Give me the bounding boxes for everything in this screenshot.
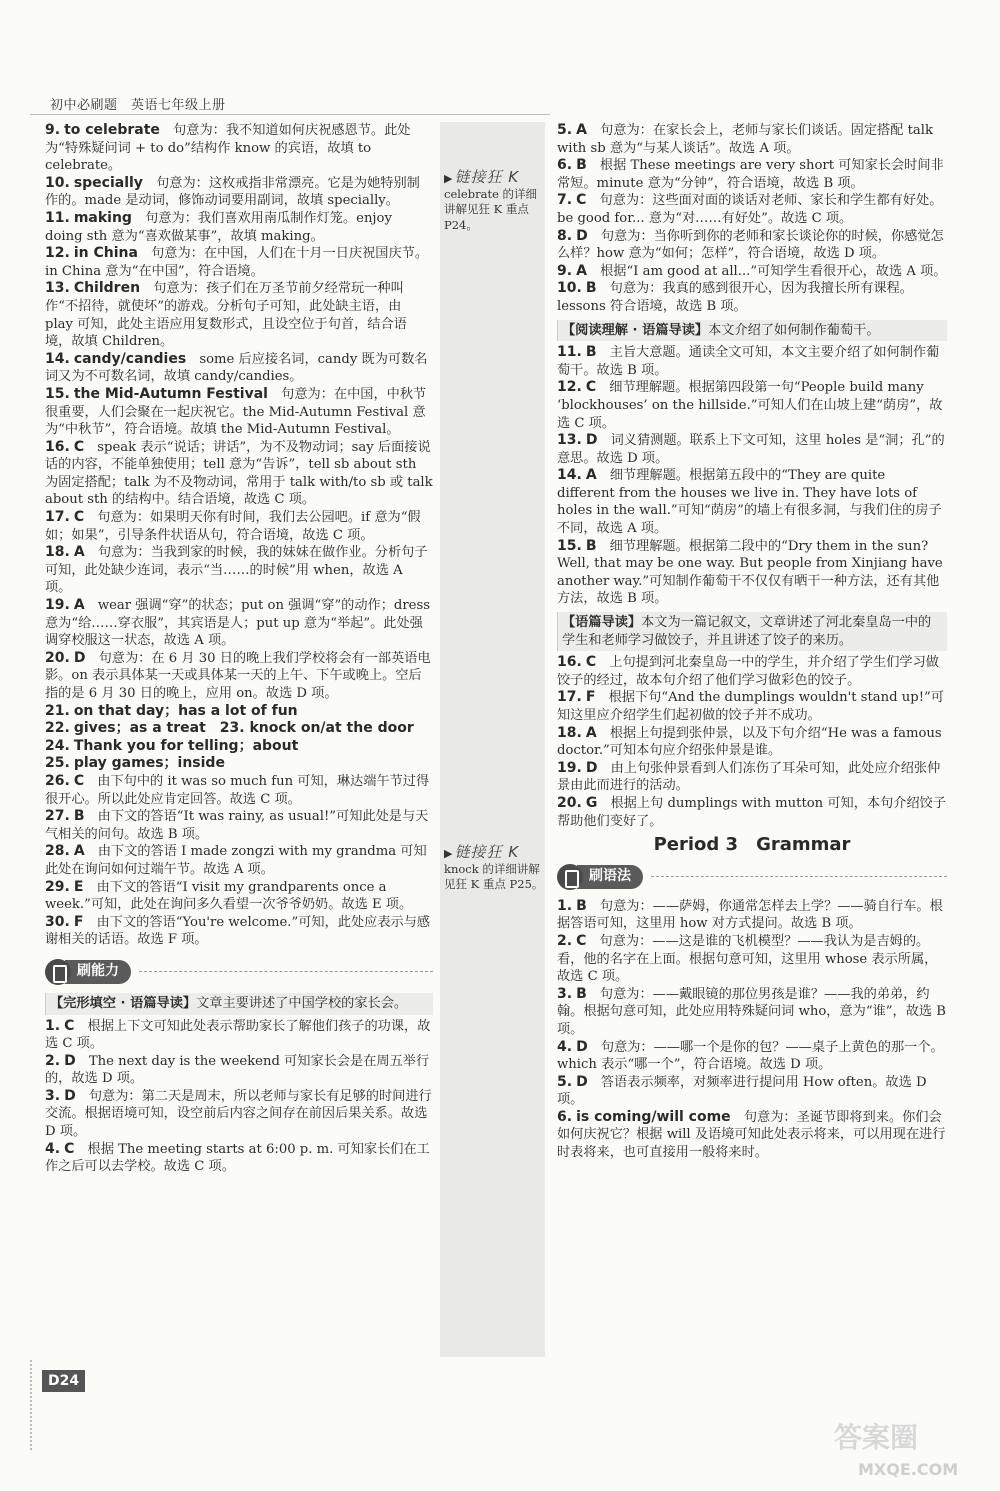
item-answer: B (585, 344, 597, 361)
item-number: 18. (45, 544, 70, 561)
item-explanation: 根据上下文可知此处表示帮助家长了解他们孩子的功课，故选 C 项。 (45, 1018, 431, 1052)
item-number: 16. (45, 438, 70, 455)
item-answer: D (64, 1052, 76, 1069)
item-number: 17. (45, 509, 70, 526)
item-explanation: 根据 The meeting starts at 6:00 p. m. 可知家长们在工作之后可以去学校。故选 C 项。 (45, 1141, 430, 1175)
item-explanation: 句意为：这些面对面的谈话对老师、家长和学生都有好处。be good for... 意为“对……有好处”。故选 C 项。 (557, 193, 943, 226)
item-number: 9. (45, 122, 61, 138)
item-explanation: 根据下句“And the dumplings wouldn't stand up!”可知这里应介绍学生们起初做的饺子并不成功。 (557, 690, 944, 723)
badge-divider (139, 971, 433, 972)
item-number: 4. (557, 1038, 573, 1055)
badge-label: 刷语法 (577, 865, 643, 889)
item-answer: C (73, 509, 85, 526)
answer-item (557, 725, 947, 760)
answer-item (557, 344, 947, 379)
answer-item (45, 703, 433, 721)
answer-item (45, 280, 433, 350)
item-explanation: 句意为：这枚戒指非常漂亮。它是为她特别制作的。made 是动词，修饰动词要用副词，故填 specially。 (45, 175, 420, 209)
item-explanation: 由下文的答语“I visit my grandparents once a week.”可知，此处在询问多久看望一次爷爷奶奶。故选 E 项。 (45, 879, 413, 913)
item-explanation: 根据 These meetings are very short 可知家长会时间非常短。minute 意为“分钟”，符合语境，故选 B 项。 (557, 158, 944, 191)
item-number: 12. (557, 379, 582, 396)
item-answer: C (73, 438, 85, 455)
item-number: 29. (45, 878, 70, 895)
sidebar-strip (440, 122, 545, 1357)
item-number: 5. (557, 1073, 573, 1090)
item-number: 22. (45, 720, 70, 737)
watermark-logo: 答案圈 (834, 1421, 919, 1454)
item-answer: D (585, 759, 598, 776)
answer-item (45, 738, 433, 756)
answer-item (557, 122, 947, 157)
item-number: 6. (557, 1108, 573, 1125)
item-number: 20. (557, 794, 582, 811)
answer-item (45, 544, 433, 597)
side-note-2 (444, 845, 548, 893)
item-number: 24. (45, 737, 70, 754)
answer-item (45, 755, 433, 773)
side-note-title: 链接狂 K (454, 843, 520, 861)
item-answer: B (576, 985, 587, 1002)
item-explanation: 答语表示频率，对频率进行提问用 How often。故选 D 项。 (557, 1074, 927, 1108)
item-number: 27. (45, 808, 70, 825)
item-answer: the Mid-Autumn Festival (73, 385, 268, 402)
item-answer: Thank you for telling；about (73, 737, 299, 754)
answer-item (557, 1074, 947, 1109)
item-answer: on that day；has a lot of fun (73, 702, 298, 719)
answer-item (557, 1109, 947, 1162)
item-explanation: 由下文的答语“You're welcome.”可知，此处应表示与感谢相关的话语。故选 F 项。 (45, 914, 431, 948)
item-number: 14. (557, 467, 582, 484)
item-explanation: 句意为：我不知道如何庆祝感恩节。此处为“特殊疑问词 + to do”结构作 know 的宾语，故填 to celebrate。 (45, 123, 411, 174)
item-answer: gives；as a treat 23. knock on/at the door (73, 720, 414, 737)
item-answer: candy/candies (73, 350, 187, 367)
answer-item (45, 245, 433, 280)
answer-item (45, 879, 433, 914)
side-note-text: knock 的详细讲解见狂 K 重点 P25。 (444, 861, 544, 891)
answer-item (45, 386, 433, 439)
item-answer: is coming/will come (576, 1108, 731, 1125)
answer-item (557, 986, 947, 1039)
item-number: 26. (45, 772, 70, 789)
right-column (557, 122, 947, 1162)
answer-item (45, 210, 433, 245)
item-answer: B (73, 808, 85, 825)
answer-item (557, 280, 947, 315)
item-explanation: speak 表示“说话；讲话”，为不及物动词；say 后面接说话的内容，不能单独使用；tell 意为“告诉”，tell sb about sth 为固定搭配；talk 为不及物动词，常用于 talk with/to sb 或 talk about sth 的结构中。结合语境，故选 C 项。 (45, 439, 433, 508)
item-answer: Children (73, 280, 141, 297)
section-tag: 【语篇导读】 (562, 615, 642, 631)
item-explanation: 细节理解题。根据第四段第一句“People build many ‘blockhouses’ on the hillside.”可知人们在山坡上建“荫房”，故选 C 项。 (557, 380, 943, 431)
section-text: 本文为一篇记叙文，文章讲述了河北秦皇岛一中的学生和老师学习做饺子，并且讲述了饺子的来历。 (562, 615, 932, 648)
header-rule (30, 114, 550, 115)
item-answer: C (64, 1140, 75, 1157)
section-text: 本文介绍了如何制作葡萄干。 (708, 322, 880, 338)
item-explanation: 由下句中的 it was so much fun 可知，琳达端午节过得很开心。所以此处应肯定回答。故选 C 项。 (45, 773, 430, 807)
answer-item (557, 228, 947, 263)
answer-item (45, 720, 433, 738)
item-explanation: 词义猜测题。联系上下文可知，这里 holes 是“洞；孔”的意思。故选 D 项。 (557, 433, 945, 466)
item-explanation: 句意为：如果明天你有时间，我们去公园吧。if 意为“假如；如果”，引导条件状语从句，符合语境，故选 C 项。 (45, 510, 421, 543)
answer-item (45, 914, 433, 949)
item-answer: D (585, 432, 598, 449)
item-number: 28. (45, 843, 70, 860)
item-answer: A (73, 843, 85, 860)
side-note-1 (444, 170, 548, 233)
answer-item (45, 122, 433, 175)
answer-item (45, 773, 433, 808)
answer-item (557, 192, 947, 227)
item-number: 13. (557, 432, 582, 449)
cloze-intro (45, 993, 433, 1015)
answer-item (557, 432, 947, 467)
item-number: 2. (45, 1052, 61, 1069)
item-number: 11. (45, 209, 70, 226)
item-number: 6. (557, 157, 573, 174)
section-tag: 【完形填空 · 语篇导读】 (50, 995, 197, 1011)
item-answer: E (73, 878, 84, 895)
arrow-icon: ▶ (444, 847, 453, 860)
ability-badge (45, 959, 433, 985)
page-header: 初中必刷题 英语七年级上册 (50, 98, 226, 113)
item-answer: in China (73, 245, 138, 262)
item-number: 1. (557, 897, 573, 914)
answer-list (45, 122, 433, 949)
item-answer: specially (73, 174, 143, 191)
book-icon (45, 959, 71, 985)
grammar-badge (557, 864, 947, 890)
answer-list (557, 898, 947, 1162)
item-number: 4. (45, 1140, 61, 1157)
section-tag: 【阅读理解 · 语篇导读】 (562, 322, 709, 338)
item-explanation: 根据“I am good at all...”可知学生看很开心，故选 A 项。 (586, 263, 947, 279)
item-answer: play games；inside (73, 755, 225, 772)
side-note-title: 链接狂 K (454, 168, 520, 186)
item-explanation: 句意为：我真的感到很开心，因为我擅长所有课程。lessons 符合语境，故选 B 项。 (557, 281, 913, 314)
item-explanation: 细节理解题。根据第五段中的“They are quite different from the houses we live in. They have lots of holes in the wall.”可知“荫房”的墙上有很多洞，与我们住的房子不同，故选 A 项。 (557, 468, 942, 537)
item-explanation: The next day is the weekend 可知家长会是在周五举行的，故选 D 项。 (45, 1053, 430, 1087)
item-number: 17. (557, 689, 582, 706)
item-number: 15. (45, 385, 70, 402)
answer-item (45, 1018, 433, 1053)
item-explanation: 句意为：在中国，中秋节很重要，人们会聚在一起庆祝它。the Mid-Autumn Festival 意为“中秋节”，符合语境。故填 the Mid-Autumn Festival。 (45, 386, 427, 438)
item-explanation: 句意为：孩子们在万圣节前夕经常玩一种叫作“不招待，就使坏”的游戏。分析句子可知，此处缺主语，由 play 可知，此处主语应用复数形式，且设空位于句首，结合语境，故填 Children。 (45, 281, 407, 350)
answer-item (45, 509, 433, 544)
item-number: 10. (45, 174, 70, 191)
item-number: 14. (45, 350, 70, 367)
answer-item (557, 157, 947, 192)
page-edge-mark (30, 1360, 32, 1450)
item-answer: D (73, 649, 86, 666)
item-explanation: 由上句张仲景看到人们冻伤了耳朵可知，此处应介绍张仲景由此而进行的活动。 (557, 760, 941, 794)
answer-list (557, 122, 947, 316)
answer-item (45, 808, 433, 843)
item-explanation: 句意为：——萨姆，你通常怎样去上学？——骑自行车。根据答语可知，这里用 how 对方式提问。故选 B 项。 (557, 898, 943, 932)
item-explanation: 句意为：圣诞节即将到来。你们会如何庆祝它？根据 will 及语境可知此处表示将来，可以用现在进行时表将来，也可直接用一般将来时。 (557, 1109, 946, 1161)
item-explanation: 句意为：当你听到你的老师和家长谈论你的时候，你感觉怎么样？how 意为“如何；怎样”，符合语境，故选 D 项。 (557, 228, 944, 262)
item-number: 3. (557, 985, 573, 1002)
answer-item (557, 379, 947, 432)
answer-item (45, 175, 433, 210)
answer-item (557, 933, 947, 986)
arrow-icon: ▶ (444, 172, 453, 185)
item-explanation: 句意为：在中国，人们在十月一日庆祝国庆节。in China 意为“在中国”，符合语境。 (45, 246, 429, 279)
answer-item (45, 597, 433, 650)
item-answer: G (585, 794, 598, 811)
item-number: 8. (557, 227, 573, 244)
page-number: D24 (42, 1370, 85, 1392)
answer-item (45, 1088, 433, 1141)
book-icon (557, 864, 583, 890)
item-answer: C (585, 379, 597, 396)
item-answer: A (585, 724, 597, 741)
badge-divider (651, 876, 947, 877)
item-answer: A (585, 467, 597, 484)
item-answer: C (585, 654, 597, 671)
reading-intro (557, 320, 947, 342)
item-answer: F (585, 689, 596, 706)
answer-list (557, 654, 947, 830)
answer-item (45, 1053, 433, 1088)
item-explanation: 细节理解题。根据第二段中的“Dry them in the sun? Well, that may be one way. But people from Xinjiang have another way.”可知制作葡萄干不仅仅有晒干一种方法，还有其他方法，故选 B 项。 (557, 538, 943, 607)
item-explanation: 上句提到河北秦皇岛一中的学生，并介绍了学生们学习做饺子的经过，故本句介绍了他们学习做彩色的饺子。 (557, 655, 939, 688)
answer-list (45, 1018, 433, 1176)
item-answer: B (585, 537, 597, 554)
item-answer: D (64, 1087, 76, 1104)
answer-item (557, 1039, 947, 1074)
item-explanation: 主旨大意题。通读全文可知，本文主要介绍了如何制作葡萄干。故选 B 项。 (557, 345, 940, 378)
item-number: 9. (557, 262, 573, 279)
item-number: 1. (45, 1017, 61, 1034)
item-explanation: 句意为：——戴眼镜的那位男孩是谁？——我的弟弟，约翰。根据句意可知，此处应用特殊疑问词 who，意为“谁”，故选 B 项。 (557, 986, 946, 1037)
item-explanation: 句意为：——哪一个是你的包？——桌子上黄色的那一个。which 表示“哪一个”，符合语境。故选 D 项。 (557, 1039, 944, 1073)
answer-item (45, 843, 433, 878)
item-answer: F (73, 913, 84, 930)
answer-item (45, 351, 433, 386)
item-explanation: 根据上句 dumplings with mutton 可知，本句介绍饺子帮助他们变好了。 (557, 795, 947, 829)
answer-item (557, 263, 947, 281)
item-answer: C (576, 932, 587, 949)
item-number: 10. (557, 280, 582, 297)
item-explanation: 句意为：当我到家的时候，我的妹妹在做作业。分析句子可知，此处缺少连词，表示“当……的时候”用 when，故选 A 项。 (45, 545, 428, 596)
item-answer: D (576, 227, 588, 244)
item-number: 20. (45, 649, 70, 666)
item-explanation: 句意为：——这是谁的飞机模型？——我认为是吉姆的。看，他的名字在上面。根据句意可知，这里用 whose 表示所属，故选 C 项。 (557, 933, 938, 985)
item-explanation: wear 强调“穿”的状态；put on 强调“穿”的动作；dress 意为“给……穿衣服”，其宾语是人；put up 意为“举起”。此处强调穿校服这一状态，故选 A 项。 (45, 598, 431, 649)
item-number: 11. (557, 344, 582, 361)
item-answer: making (73, 209, 132, 226)
item-number: 15. (557, 537, 582, 554)
answer-item (557, 760, 947, 795)
item-number: 16. (557, 654, 582, 671)
item-answer: D (576, 1038, 588, 1055)
left-column (45, 122, 433, 1176)
item-answer: B (576, 897, 587, 914)
item-explanation: 句意为：我们喜欢用南瓜制作灯笼。enjoy doing sth 意为“喜欢做某事”，故填 making。 (45, 210, 392, 244)
answer-item (557, 795, 947, 830)
item-answer: A (73, 544, 85, 561)
item-answer: A (73, 597, 85, 614)
badge-label: 刷能力 (65, 960, 131, 984)
item-explanation: 由下文的答语“It was rainy, as usual!”可知此处是与天气相关的问句。故选 B 项。 (45, 809, 429, 842)
item-number: 30. (45, 913, 70, 930)
answer-item (557, 654, 947, 689)
period-title: Period 3 Grammar (653, 834, 851, 856)
item-answer: A (576, 122, 587, 138)
item-answer: C (64, 1017, 75, 1034)
answer-item (557, 538, 947, 608)
item-number: 2. (557, 932, 573, 949)
item-explanation: 句意为：在 6 月 30 日的晚上我们学校将会有一部英语电影。on 表示具体某一天或具体某一天的上午、下午或晚上。空后指的是 6 月 30 日的晚上，应用 on。故选 D 项。 (45, 650, 431, 701)
item-answer: A (576, 262, 587, 279)
item-number: 19. (557, 759, 582, 776)
item-explanation: 句意为：在家长会上，老师与家长们谈话。固定搭配 talk with sb 意为“与某人谈话”。故选 A 项。 (557, 123, 933, 156)
item-number: 21. (45, 702, 70, 719)
discourse-intro (557, 612, 947, 651)
item-number: 19. (45, 597, 70, 614)
watermark-url: MXQE.COM (858, 1460, 959, 1479)
item-explanation: 由下文的答语 I made zongzi with my grandma 可知此处在询问如何过端午节。故选 A 项。 (45, 844, 427, 877)
item-answer: B (585, 280, 597, 297)
item-answer: C (576, 192, 587, 209)
item-answer: C (73, 772, 85, 789)
item-answer: to celebrate (64, 122, 160, 138)
item-number: 25. (45, 755, 70, 772)
item-explanation: 根据上句提到张仲景，以及下句介绍“He was a famous doctor.”可知本句应介绍张仲景是谁。 (557, 725, 942, 759)
item-number: 12. (45, 245, 70, 262)
answer-item (45, 1141, 433, 1176)
section-text: 文章主要讲述了中国学校的家长会。 (196, 995, 408, 1011)
item-number: 5. (557, 122, 573, 138)
answer-item (557, 467, 947, 537)
answer-list (557, 344, 947, 608)
answer-item (557, 898, 947, 933)
item-number: 3. (45, 1087, 61, 1104)
item-number: 18. (557, 724, 582, 741)
answer-item (557, 689, 947, 724)
side-note-text: celebrate 的详细讲解见狂 K 重点 P24。 (444, 186, 538, 232)
item-explanation: 句意为：第二天是周末，所以老师与家长有足够的时间进行交流。根据语境可知，设空前后内容之间存在前因后果关系。故选 D 项。 (45, 1088, 432, 1140)
item-number: 13. (45, 280, 70, 297)
answer-item (45, 439, 433, 509)
answer-item (45, 650, 433, 703)
item-answer: B (576, 157, 587, 174)
item-explanation: some 后应接名词，candy 既为可数名词又为不可数名词，故填 candy/candies。 (45, 351, 428, 385)
item-number: 7. (557, 192, 573, 209)
item-answer: D (576, 1073, 588, 1090)
